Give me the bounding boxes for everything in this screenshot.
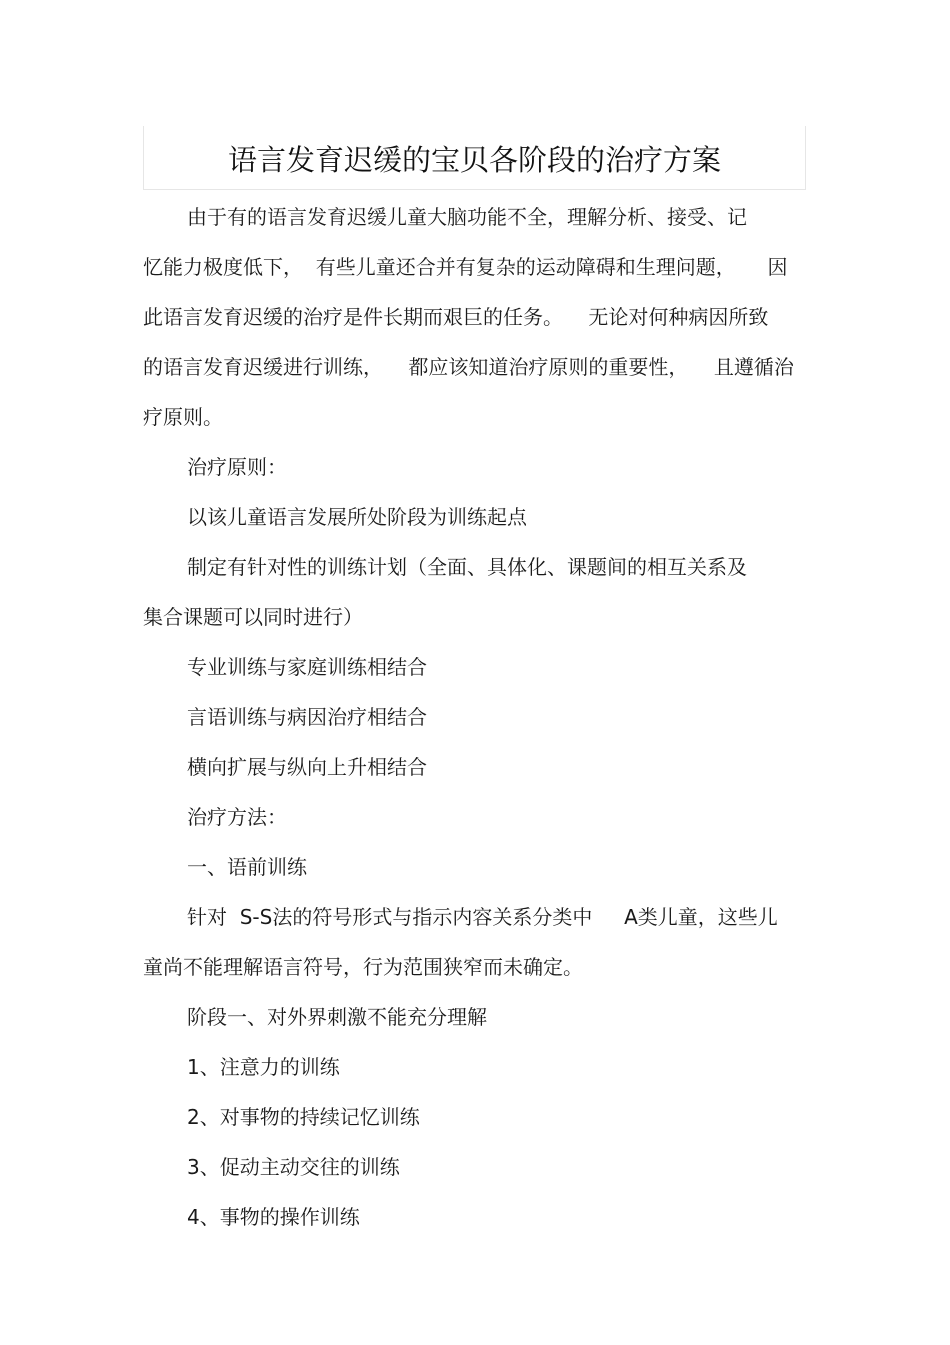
- section-heading: 治疗原则：: [187, 455, 287, 479]
- paragraph-line: 童尚不能理解语言符号，行为范围狭窄而未确定。: [143, 955, 583, 979]
- list-item: 横向扩展与纵向上升相结合: [187, 755, 427, 779]
- list-item-continuation: 集合课题可以同时进行）: [143, 605, 363, 629]
- list-item: 专业训练与家庭训练相结合: [187, 655, 427, 679]
- section-heading: 治疗方法：: [187, 805, 287, 829]
- numbered-item: 4、事物的操作训练: [187, 1205, 360, 1229]
- numbered-item: 2、对事物的持续记忆训练: [187, 1105, 420, 1129]
- list-item: 言语训练与病因治疗相结合: [187, 705, 427, 729]
- subsection-heading: 一、语前训练: [187, 855, 307, 879]
- stage-heading: 阶段一、对外界刺激不能充分理解: [187, 1005, 487, 1029]
- paragraph-line: 由于有的语言发育迟缓儿童大脑功能不全，理解分析、接受、记: [187, 205, 747, 229]
- paragraph-line: 针对 S-S法的符号形式与指示内容关系分类中 A类儿童，这些儿: [187, 905, 778, 929]
- numbered-item: 1、注意力的训练: [187, 1055, 340, 1079]
- document-title: 语言发育迟缓的宝贝各阶段的治疗方案: [227, 143, 721, 177]
- title-box: [143, 126, 806, 190]
- paragraph-line: 忆能力极度低下， 有些儿童还合并有复杂的运动障碍和生理问题， 因: [143, 255, 788, 279]
- paragraph-line: 的语言发育迟缓进行训练， 都应该知道治疗原则的重要性， 且遵循治: [143, 355, 794, 379]
- list-item: 制定有针对性的训练计划（全面、具体化、课题间的相互关系及: [187, 555, 747, 579]
- list-item: 以该儿童语言发展所处阶段为训练起点: [187, 505, 527, 529]
- numbered-item: 3、促动主动交往的训练: [187, 1155, 400, 1179]
- paragraph-line: 此语言发育迟缓的治疗是件长期而艰巨的任务。 无论对何种病因所致: [143, 305, 769, 329]
- paragraph-line: 疗原则。: [143, 405, 223, 429]
